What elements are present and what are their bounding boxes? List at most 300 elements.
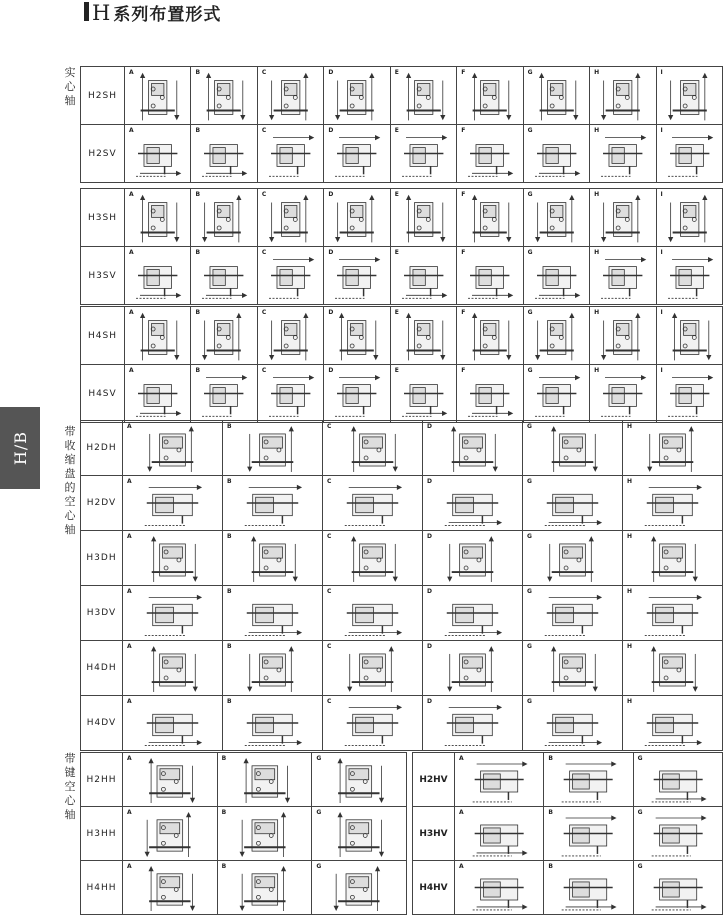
arrangement-diagram (191, 307, 256, 364)
gearbox-sketch (270, 74, 308, 121)
gearbox-sketch (145, 813, 190, 857)
arrangement-diagram (324, 247, 389, 304)
arrangement-row (413, 807, 723, 861)
arrangement-row (81, 247, 723, 305)
arrangement-cell (123, 531, 223, 586)
arrangement-cell (457, 365, 523, 423)
gearbox-sketch (651, 771, 705, 802)
arrangement-cell (223, 476, 323, 531)
position-letter: B (227, 423, 232, 430)
gearbox-sketch (535, 145, 579, 177)
arrangement-row (81, 307, 723, 365)
arrangement-diagram (191, 125, 256, 182)
gearbox-sketch (535, 196, 573, 243)
gearbox-sketch (652, 537, 698, 582)
row-label: H4DH (81, 641, 123, 696)
position-letter: G (316, 863, 322, 870)
gearbox-sketch (335, 376, 379, 417)
arrangement-cell (123, 861, 218, 915)
gearbox-sketch (244, 759, 289, 803)
position-letter: A (459, 863, 464, 870)
arrangement-diagram (623, 476, 722, 530)
arrangement-row (81, 67, 723, 125)
arrangement-cell (590, 307, 656, 365)
gearbox-sketch (452, 427, 498, 472)
arrangement-cell (523, 67, 589, 125)
position-letter: G (527, 249, 533, 256)
arrangement-cell (633, 753, 722, 807)
gearbox-sketch (334, 867, 379, 911)
gearbox-sketch (552, 647, 598, 692)
section-label-solid: 实心轴 (64, 66, 76, 107)
arrangement-cell (191, 307, 257, 365)
page-title (92, 0, 221, 25)
position-letter: C (261, 69, 267, 76)
position-letter: G (527, 643, 532, 650)
arrangement-diagram (590, 67, 655, 124)
gearbox-sketch (240, 867, 285, 911)
solid-shaft-table-1 (80, 66, 723, 183)
gearbox-sketch (545, 494, 601, 525)
position-letter: B (227, 643, 232, 650)
position-letter: E (394, 367, 399, 374)
position-letter: A (129, 367, 134, 374)
arrangement-cell (123, 641, 223, 696)
gearbox-sketch (645, 485, 701, 525)
position-letter: B (195, 191, 201, 198)
arrangement-diagram (191, 189, 256, 246)
arrangement-diagram (423, 586, 522, 640)
arrangement-diagram (258, 67, 323, 124)
position-letter: H (594, 191, 600, 198)
position-letter: D (328, 309, 334, 316)
position-letter: H (627, 478, 633, 485)
position-letter: C (261, 367, 267, 374)
gearbox-sketch (602, 196, 640, 243)
arrangement-diagram (125, 247, 190, 304)
arrangement-row (413, 861, 723, 915)
arrangement-cell (523, 189, 589, 247)
position-letter: E (394, 309, 399, 316)
gearbox-sketch (601, 136, 645, 177)
gearbox-sketch (668, 74, 706, 121)
gearbox-sketch (651, 816, 705, 856)
gearbox-sketch (545, 714, 601, 745)
position-letter: G (527, 588, 532, 595)
gearbox-sketch (202, 376, 246, 417)
arrangement-diagram (391, 307, 456, 364)
arrangement-cell (324, 307, 390, 365)
arrangement-diagram (423, 421, 522, 475)
position-letter: C (261, 191, 267, 198)
arrangement-cell (312, 861, 407, 915)
position-letter: A (127, 423, 132, 430)
gearbox-sketch (270, 314, 308, 361)
position-letter: G (637, 755, 643, 762)
gearbox-sketch (338, 813, 383, 857)
gearbox-sketch (252, 537, 298, 582)
arrangement-diagram (258, 125, 323, 182)
arrangement-diagram (457, 247, 522, 304)
position-letter: G (527, 423, 532, 430)
position-letter: F (461, 249, 466, 256)
arrangement-diagram (423, 531, 522, 585)
gearbox-sketch (145, 485, 201, 525)
position-letter: G (527, 127, 533, 134)
position-letter: H (627, 698, 633, 705)
arrangement-cell (523, 365, 589, 423)
position-letter: A (127, 588, 132, 595)
arrangement-diagram (544, 861, 632, 914)
row-label: H3HH (81, 807, 123, 861)
arrangement-diagram (623, 421, 722, 475)
position-letter: B (195, 309, 201, 316)
arrangement-cell (123, 696, 223, 751)
arrangement-cell (125, 365, 191, 423)
gearbox-sketch (270, 196, 308, 243)
arrangement-cell (423, 421, 523, 476)
row-label: H2SV (81, 125, 125, 183)
position-letter: D (328, 191, 334, 198)
gearbox-sketch (468, 145, 512, 177)
arrangement-row (81, 696, 723, 751)
arrangement-cell (123, 586, 223, 641)
solid-shaft-table-2 (80, 188, 723, 305)
arrangement-diagram (590, 247, 655, 304)
arrangement-diagram (323, 421, 422, 475)
arrangement-diagram (455, 753, 543, 806)
arrangement-diagram (657, 307, 722, 364)
row-label: H4SH (81, 307, 125, 365)
arrangement-cell (324, 247, 390, 305)
gearbox-sketch (645, 714, 701, 745)
arrangement-diagram (523, 586, 622, 640)
arrangement-diagram (223, 531, 322, 585)
arrangement-cell (633, 861, 722, 915)
arrangement-cell (123, 753, 218, 807)
arrangement-cell (217, 807, 312, 861)
arrangement-diagram (590, 189, 655, 246)
gearbox-sketch (562, 879, 616, 910)
arrangement-diagram (223, 641, 322, 695)
arrangement-cell (656, 365, 722, 423)
position-letter: F (461, 309, 466, 316)
arrangement-diagram (423, 641, 522, 695)
position-letter: C (261, 249, 267, 256)
gearbox-sketch (152, 647, 198, 692)
position-letter: G (316, 755, 322, 762)
position-letter: B (548, 755, 553, 762)
gearbox-sketch (668, 258, 712, 299)
position-letter: G (527, 698, 532, 705)
row-label: H2HH (81, 753, 123, 807)
arrangement-cell (390, 125, 456, 183)
position-letter: A (127, 533, 132, 540)
arrangement-cell (423, 476, 523, 531)
gearbox-sketch (406, 74, 444, 121)
gearbox-sketch (668, 196, 706, 243)
position-letter: A (129, 127, 134, 134)
gearbox-sketch (402, 267, 446, 299)
gearbox-sketch (245, 485, 301, 525)
arrangement-diagram (123, 476, 222, 530)
gearbox-sketch (535, 314, 573, 361)
arrangement-diagram (324, 189, 389, 246)
arrangement-diagram (523, 531, 622, 585)
position-letter: H (594, 309, 600, 316)
arrangement-diagram (457, 365, 522, 422)
position-letter: C (327, 478, 332, 485)
arrangement-diagram (524, 67, 589, 124)
arrangement-diagram (218, 753, 312, 806)
gearbox-sketch (348, 647, 394, 692)
arrangement-diagram (324, 67, 389, 124)
arrangement-cell (544, 861, 633, 915)
arrangement-diagram (657, 125, 722, 182)
arrangement-cell (257, 189, 323, 247)
arrangement-diagram (657, 189, 722, 246)
arrangement-cell (191, 365, 257, 423)
arrangement-diagram (123, 861, 217, 914)
position-letter: A (129, 249, 134, 256)
gearbox-sketch (345, 705, 401, 745)
gearbox-sketch (468, 267, 512, 299)
gearbox-sketch (335, 258, 379, 299)
side-tab-label: H/B (10, 430, 30, 466)
position-letter: G (527, 309, 533, 316)
arrangement-diagram (223, 421, 322, 475)
position-letter: C (261, 309, 267, 316)
arrangement-diagram (258, 189, 323, 246)
gearbox-sketch (473, 314, 511, 361)
arrangement-diagram (312, 753, 406, 806)
gearbox-sketch (668, 376, 712, 417)
position-letter: G (527, 367, 533, 374)
arrangement-diagram (590, 307, 655, 364)
gearbox-sketch (269, 376, 313, 417)
gearbox-sketch (345, 604, 401, 635)
arrangement-diagram (123, 807, 217, 860)
arrangement-diagram (218, 807, 312, 860)
gearbox-sketch (203, 314, 241, 361)
arrangement-diagram (590, 365, 655, 422)
arrangement-row (81, 125, 723, 183)
arrangement-cell (323, 641, 423, 696)
gearbox-sketch (406, 314, 444, 361)
arrangement-row (81, 189, 723, 247)
arrangement-cell (223, 421, 323, 476)
gearbox-sketch (602, 314, 640, 361)
arrangement-diagram (324, 125, 389, 182)
arrangement-cell (544, 807, 633, 861)
arrangement-cell (223, 531, 323, 586)
position-letter: B (195, 69, 201, 76)
arrangement-diagram (623, 641, 722, 695)
arrangement-cell (324, 67, 390, 125)
position-letter: E (394, 69, 399, 76)
gearbox-sketch (152, 537, 198, 582)
arrangement-diagram (455, 807, 543, 860)
position-letter: I (660, 367, 663, 374)
arrangement-row (81, 861, 407, 915)
row-label: H4HH (81, 861, 123, 915)
arrangement-diagram (324, 307, 389, 364)
position-letter: A (127, 863, 132, 870)
position-letter: G (637, 809, 643, 816)
position-letter: C (327, 423, 332, 430)
arrangement-cell (656, 67, 722, 125)
arrangement-diagram (634, 753, 722, 806)
position-letter: B (221, 809, 227, 816)
arrangement-diagram (623, 586, 722, 640)
position-letter: G (527, 191, 533, 198)
title-text: 系列布置形式 (113, 5, 222, 25)
arrangement-diagram (323, 696, 422, 750)
position-letter: G (527, 478, 532, 485)
arrangement-cell (590, 365, 656, 423)
arrangement-cell (423, 696, 523, 751)
gearbox-sketch (345, 485, 401, 525)
arrangement-diagram (634, 807, 722, 860)
arrangement-diagram (123, 641, 222, 695)
gearbox-sketch (648, 427, 694, 472)
gearbox-sketch (645, 595, 701, 635)
gearbox-sketch (352, 537, 398, 582)
gearbox-sketch (245, 714, 301, 745)
gearbox-sketch (535, 376, 579, 417)
gearbox-sketch (535, 267, 579, 299)
gearbox-sketch (548, 537, 594, 582)
arrangement-cell (217, 753, 312, 807)
arrangement-diagram (258, 247, 323, 304)
position-letter: H (627, 643, 633, 650)
position-letter: I (660, 309, 663, 316)
arrangement-cell (125, 67, 191, 125)
gearbox-sketch (136, 267, 180, 299)
arrangement-cell (623, 476, 723, 531)
arrangement-cell (590, 125, 656, 183)
position-letter: B (221, 755, 227, 762)
arrangement-cell (656, 189, 722, 247)
gearbox-sketch (148, 427, 194, 472)
position-letter: F (461, 367, 466, 374)
position-letter: D (427, 698, 432, 705)
arrangement-row (413, 753, 723, 807)
gearbox-sketch (203, 196, 241, 243)
arrangement-diagram (123, 586, 222, 640)
arrangement-diagram (123, 421, 222, 475)
position-letter: H (594, 127, 600, 134)
gearbox-sketch (248, 427, 294, 472)
arrangement-cell (590, 67, 656, 125)
arrangement-diagram (323, 586, 422, 640)
arrangement-row (81, 421, 723, 476)
position-letter: B (221, 863, 227, 870)
gearbox-sketch (202, 267, 246, 299)
arrangement-cell (623, 641, 723, 696)
row-label: H2SH (81, 67, 125, 125)
arrangement-diagram (323, 641, 422, 695)
arrangement-cell (191, 67, 257, 125)
position-letter: B (548, 863, 553, 870)
position-letter: G (316, 809, 322, 816)
arrangement-diagram (123, 696, 222, 750)
arrangement-cell (323, 421, 423, 476)
position-letter: D (427, 423, 432, 430)
gearbox-sketch (402, 385, 446, 417)
section-label-keyed: 带键空心轴 (64, 752, 76, 821)
row-label: H2DV (81, 476, 123, 531)
gearbox-sketch (473, 879, 527, 910)
arrangement-row (81, 753, 407, 807)
arrangement-diagram (524, 307, 589, 364)
arrangement-diagram (123, 753, 217, 806)
arrangement-cell (457, 307, 523, 365)
position-letter: C (327, 698, 332, 705)
arrangement-cell (455, 861, 544, 915)
arrangement-cell (455, 753, 544, 807)
gearbox-sketch (601, 376, 645, 417)
position-letter: D (328, 127, 334, 134)
arrangement-diagram (324, 365, 389, 422)
arrangement-cell (623, 421, 723, 476)
gearbox-sketch (149, 759, 194, 803)
arrangement-cell (633, 807, 722, 861)
arrangement-cell (312, 753, 407, 807)
arrangement-diagram (218, 861, 312, 914)
arrangement-diagram (657, 365, 722, 422)
arrangement-diagram (191, 365, 256, 422)
arrangement-cell (544, 753, 633, 807)
arrangement-diagram (657, 67, 722, 124)
arrangement-diagram (125, 189, 190, 246)
position-letter: B (227, 588, 232, 595)
arrangement-cell (323, 586, 423, 641)
gearbox-sketch (141, 196, 179, 243)
arrangement-row (81, 365, 723, 423)
arrangement-row (81, 476, 723, 531)
gearbox-sketch (240, 813, 285, 857)
arrangement-diagram (258, 365, 323, 422)
gearbox-sketch (552, 427, 598, 472)
arrangement-cell (191, 189, 257, 247)
arrangement-diagram (623, 531, 722, 585)
gearbox-sketch (269, 136, 313, 177)
position-letter: D (328, 367, 334, 374)
arrangement-cell (623, 586, 723, 641)
arrangement-diagram (191, 67, 256, 124)
arrangement-cell (191, 247, 257, 305)
gearbox-sketch (651, 879, 705, 910)
position-letter: E (394, 249, 399, 256)
position-letter: B (227, 478, 232, 485)
arrangement-cell (257, 125, 323, 183)
arrangement-cell (323, 476, 423, 531)
position-letter: D (427, 533, 432, 540)
arrangement-cell (217, 861, 312, 915)
position-letter: A (127, 643, 132, 650)
keyed-hollow-table-v (412, 752, 723, 915)
arrangement-cell (523, 531, 623, 586)
gearbox-sketch (545, 595, 601, 635)
arrangement-cell (457, 125, 523, 183)
gearbox-sketch (473, 762, 527, 802)
arrangement-cell (324, 365, 390, 423)
arrangement-diagram (223, 696, 322, 750)
position-letter: H (627, 533, 633, 540)
arrangement-row (81, 586, 723, 641)
gearbox-sketch (668, 136, 712, 177)
